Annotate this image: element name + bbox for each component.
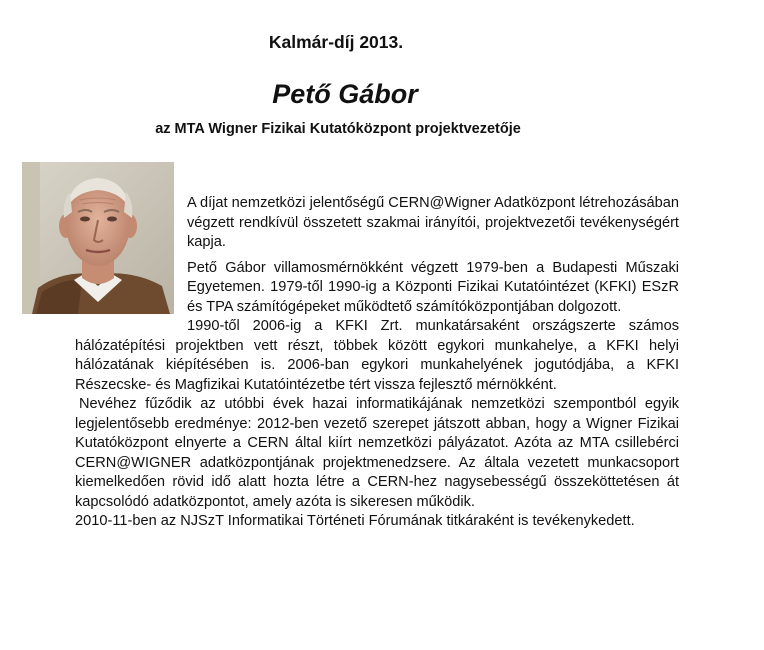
paragraph-njszt: 2010-11-ben az NJSzT Informatikai Történeti Fórumának titkáraként is tevékenykedett.: [75, 513, 635, 529]
paragraph-education: Pető Gábor villamosmérnökként végzett 1979-ben a Budapesti Műszaki Egyetemen. 1979-től 1990-ig a Központi Fizikai Kutatóintézet (KFKI) ESzR és TPA számítógépeket működtető számítóközpontjában dolgozott.: [187, 259, 679, 315]
paragraph-award-reason: A díjat nemzetközi jelentőségű CERN@Wigner Adatközpont létrehozásában végzett rendkívül összetett szakmai irányítói, projektvezetői tevékenységért kapja.: [187, 195, 679, 250]
paragraph-cern-wigner: Nevéhez fűződik az utóbbi évek hazai informatikájának nemzetközi szempontból egyik legjelentősebb eredménye: 2012-ben vezető szerepet játszott abban, hogy a Wigner Fizikai Kutatóközpont elnyerte a CERN által kiírt nemzetközi pályázatot. Azóta az MTA csillebérci CERN@WIGNER adatközpontjának projektmenedzsere. Az általa vezetett munkacsoport kiemelkedően rövid idő alatt hozta létre a CERN-hez nagysebességű összeköttetésen át kapcsolódó adatközpontot, amely azóta is sikeresen működik.: [75, 396, 679, 510]
award-title: Kalmár-díj 2013.: [268, 32, 404, 52]
body-text: [75, 194, 679, 532]
person-name: Pető Gábor: [272, 79, 418, 109]
paragraph-kfki-career: 1990-től 2006-ig a KFKI Zrt. munkatársaként országszerte számos hálózatépítési projektben vett részt, többek között egykori munkahelye, a KFKI helyi hálózatának kiépítésében is. 2006-ban egykori munkahelyének jogutódjába, a KFKI Részecske- és Magfizikai Kutatóintézetbe tért vissza fejlesztő mérnökként.: [75, 318, 679, 393]
portrait-wrap-space: [75, 194, 187, 334]
person-subtitle: az MTA Wigner Fizikai Kutatóközpont projektvezetője: [155, 121, 521, 137]
